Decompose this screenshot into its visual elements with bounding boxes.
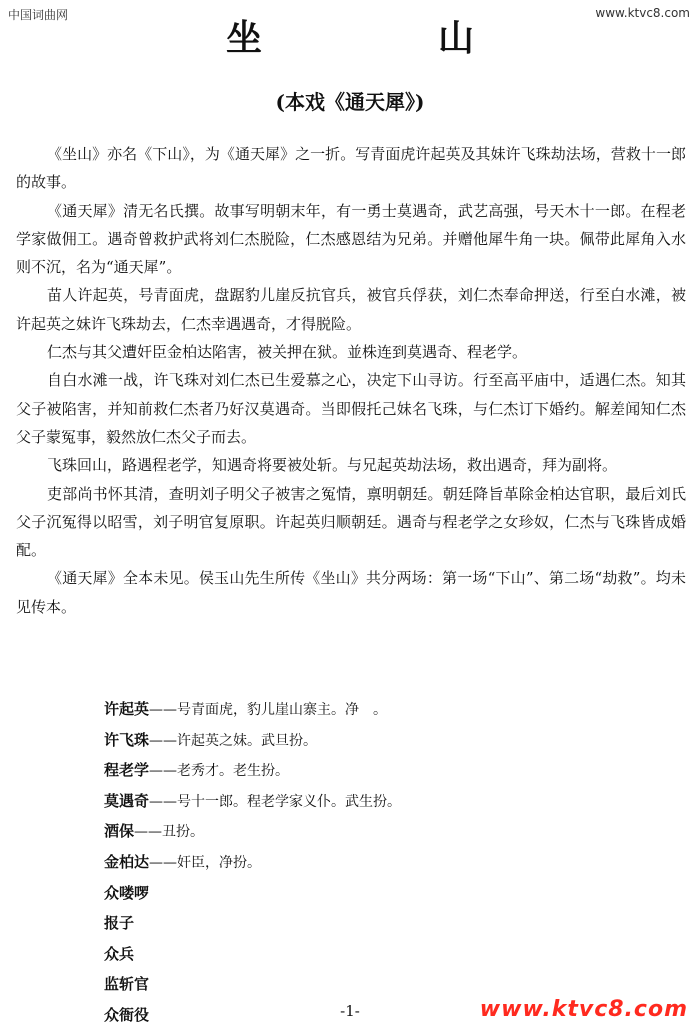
cast-item (104, 694, 624, 725)
cast-item (104, 755, 624, 786)
paragraph: 自白水滩一战，许飞珠对刘仁杰已生爱慕之心，决定下山寻访。行至高平庙中，适遇仁杰。知其父子被陷害，并知前救仁杰者乃好汉莫遇奇。当即假托己妹名飞珠，与仁杰订下婚约。解差闻知仁杰父子蒙冤事，毅然放仁杰父子而去。 (16, 371, 686, 446)
cast-item (104, 847, 624, 878)
cast-item (104, 908, 624, 939)
cast-description: ——奸臣，净扮。 (149, 854, 262, 871)
cast-item (104, 725, 624, 756)
cast-name: 众兵 (104, 944, 135, 963)
paragraph: 《通天犀》清无名氏撰。故事写明朝末年，有一勇士莫遇奇，武艺高强，号天木十一郎。在程老学家做佣工。遇奇曾救护武将刘仁杰脱险，仁杰感恩结为兄弟。并赠他犀牛角一块。佩带此犀角入水则不沉，名为“通天犀”。 (16, 201, 686, 277)
cast-description: ——许起英之妹。武旦扮。 (149, 732, 318, 749)
cast-item (104, 878, 624, 909)
site-name-top-left: 中国词曲网 (8, 8, 69, 22)
cast-name: 监斩官 (104, 975, 150, 994)
page-title: 坐 山 (225, 18, 544, 59)
cast-description: ——号青面虎，豹儿崖山寨主。净 。 (149, 702, 388, 718)
cast-name: 许飞珠 (104, 730, 150, 749)
cast-item (104, 816, 624, 847)
cast-description: ——丑扮。 (134, 824, 205, 841)
paragraph: 飞珠回山，路遇程老学，知遇奇将要被处斩。与兄起英劫法场，救出遇奇，拜为副将。 (47, 456, 618, 475)
site-url-top-right: www.ktvc8.com (595, 6, 690, 20)
page-subtitle: (本戏《通天犀》) (275, 90, 425, 114)
cast-item (104, 969, 624, 1000)
cast-name: 莫遇奇 (104, 791, 150, 810)
cast-name: 程老学 (104, 761, 150, 780)
paragraph: 苗人许起英，号青面虎，盘踞豹儿崖反抗官兵，被官兵俘获，刘仁杰奉命押送，行至白水滩，被许起英之妹许飞珠劫去，仁杰幸遇遇奇，才得脱险。 (16, 286, 686, 333)
cast-list (104, 694, 624, 1031)
cast-name: 酒保 (104, 822, 135, 841)
cast-item (104, 786, 624, 817)
paragraph: 《坐山》亦名《下山》，为《通天犀》之一折。写青面虎许起英及其妹许飞珠劫法场，营救十一郎的故事。 (16, 145, 686, 192)
paragraph: 仁杰与其父遭奸臣金柏达陷害，被关押在狱。並株连到莫遇奇、程老学。 (47, 343, 528, 362)
paragraph: 《通天犀》全本未见。侯玉山先生所传《坐山》共分两场：第一场“下山”、第二场“劫救”。均未见传本。 (16, 569, 686, 616)
synopsis (16, 140, 686, 621)
paragraph: 吏部尚书怀其清，查明刘子明父子被害之冤情，禀明朝廷。朝廷降旨革除金柏达官职，最后刘氏父子沉冤得以昭雪，刘子明官复原职。许起英归顺朝廷。遇奇与程老学之女珍奴，仁杰与飞珠皆成婚配。 (16, 484, 686, 560)
cast-name: 报子 (104, 914, 135, 933)
cast-item (104, 939, 624, 970)
cast-name: 许起英 (104, 700, 150, 718)
cast-name: 众衙役 (104, 1005, 150, 1024)
cast-name: 金柏达 (104, 852, 150, 871)
cast-description: ——老秀才。老生扮。 (149, 763, 290, 780)
watermark-site-url: www.ktvc8.com (479, 997, 688, 1022)
page-number: -1- (340, 1002, 360, 1020)
cast-name: 众喽啰 (104, 883, 150, 902)
cast-description: ——号十一郎。程老学家义仆。武生扮。 (149, 793, 402, 810)
